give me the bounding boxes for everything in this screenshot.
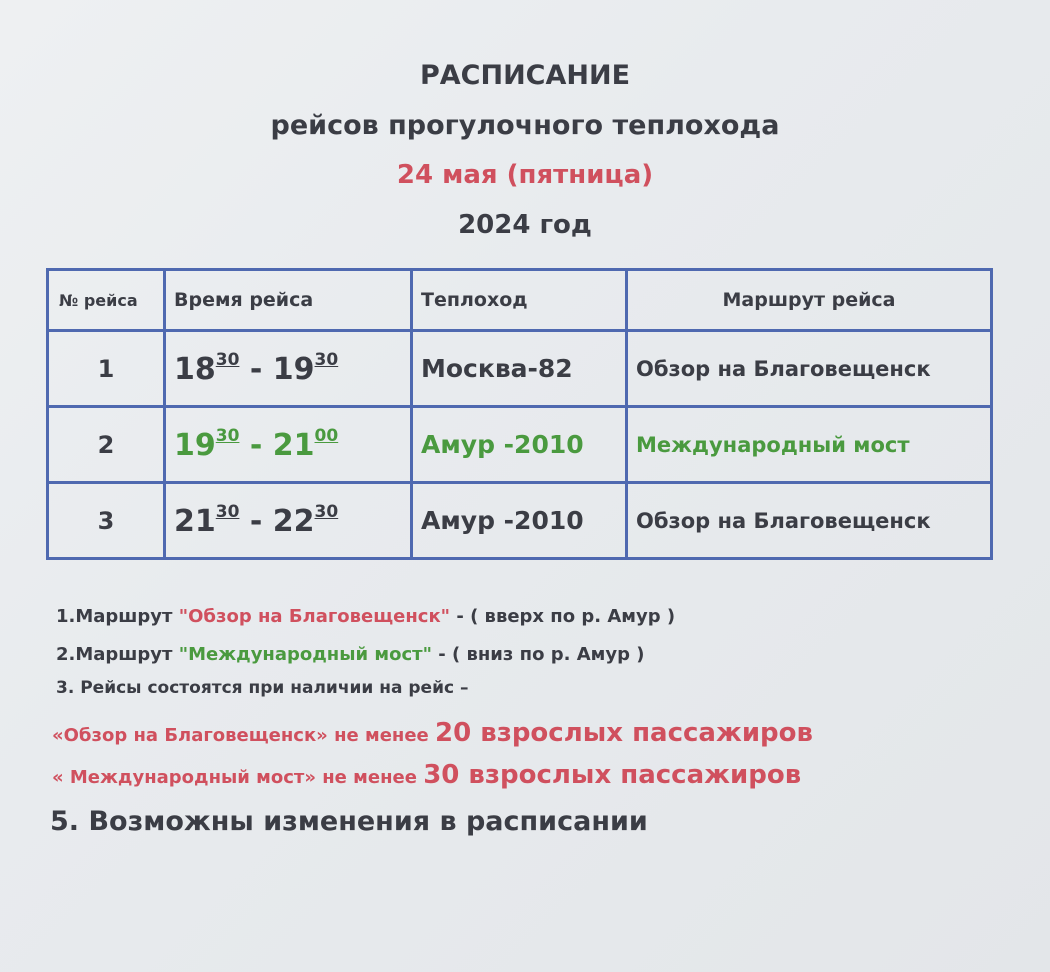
note-min-passengers-2: « Международный мост» не менее 30 взрослых пассажиров	[52, 760, 802, 790]
note-route-1: 1.Маршрут "Обзор на Благовещенск" - ( вверх по р. Амур )	[56, 606, 676, 627]
trip-number: 2	[48, 407, 165, 483]
table-row	[48, 331, 992, 407]
header-ship: Теплоход	[412, 270, 627, 331]
header-time: Время рейса	[165, 270, 412, 331]
trip-number: 3	[48, 483, 165, 559]
note-route-2: 2.Маршрут "Международный мост" - ( вниз по р. Амур )	[56, 644, 645, 665]
table-header-row	[48, 270, 992, 331]
table-row	[48, 407, 992, 483]
table-row	[48, 483, 992, 559]
ship-name: Амур -2010	[412, 407, 627, 483]
date-line: 24 мая (пятница)	[396, 160, 654, 190]
trip-time: $21^{30} - 22^{30}$	[165, 483, 412, 559]
title: РАСПИСАНИЕ	[419, 60, 631, 91]
header-number: № рейса	[48, 270, 165, 331]
schedule-table	[46, 268, 993, 560]
ship-name: Москва-82	[412, 331, 627, 407]
note-conditions: 3. Рейсы состоятся при наличии на рейс –	[56, 678, 469, 698]
year-line: 2024 год	[458, 210, 592, 240]
route-name: Обзор на Благовещенск	[627, 483, 992, 559]
note-min-passengers-1: «Обзор на Благовещенск» не менее 20 взрослых пассажиров	[52, 718, 813, 748]
trip-time: $19^{30} - 21^{00}$	[165, 407, 412, 483]
trip-number: 1	[48, 331, 165, 407]
trip-time: $18^{30} - 19^{30}$	[165, 331, 412, 407]
header-route: Маршрут рейса	[627, 270, 992, 331]
note-changes: 5. Возможны изменения в расписании	[50, 806, 648, 837]
subtitle: рейсов прогулочного теплохода	[270, 110, 780, 141]
route-name: Международный мост	[627, 407, 992, 483]
route-name: Обзор на Благовещенск	[627, 331, 992, 407]
ship-name: Амур -2010	[412, 483, 627, 559]
